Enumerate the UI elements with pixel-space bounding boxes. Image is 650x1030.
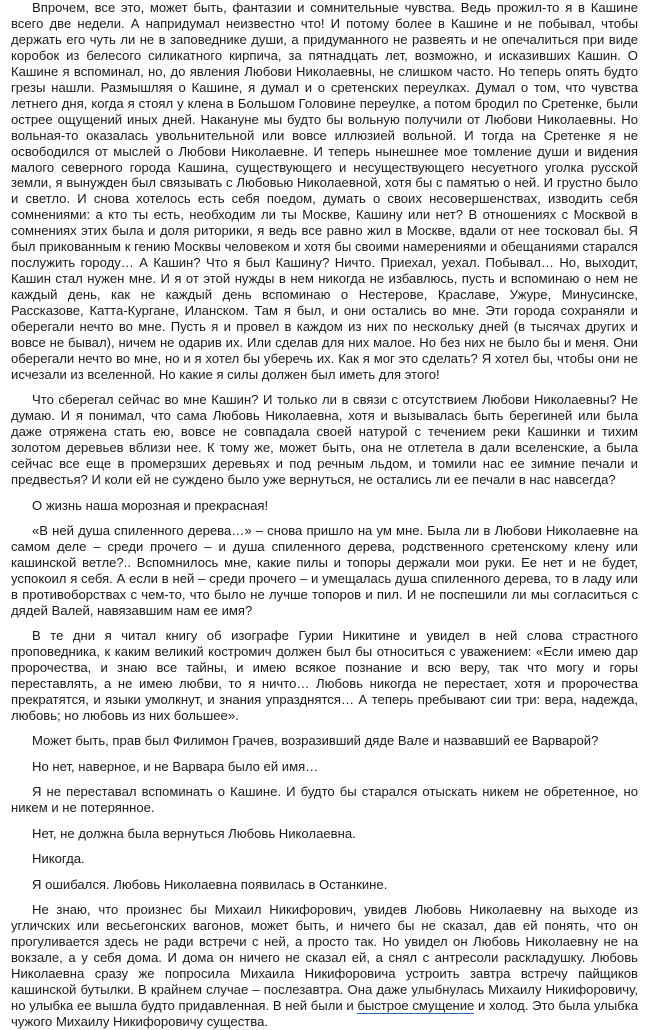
paragraph: О жизнь наша морозная и прекрасная! <box>32 497 269 513</box>
paragraph-text-before-link: Не знаю, что произнес бы Михаил Никифорович, увидев Любовь Николаевну на выходе из угличских или весьегонских вагонов, может быть, и ничего бы не сказал, дав ей понять, что он прогуливается здесь не ради встречи с ней, а просто так. Но увидел он Любовь Николаевну не на вокзале, а у себя дома. И дома он ничего не сказал ей, а снял с антресоли раскладушку. Любовь Николаевна сразу же попросила Михаила Никифоровича устроить завтра встречу пайщиков кашинской бутылки. В крайнем случае – послезавтра. Она даже улыбнулась Михаилу Никифоровичу, но улыбка ее вышла будто придавленная. В ней были и <box>11 902 638 1013</box>
paragraph-text-after-link: и холод. Это была улыбка чужого Михаилу Никифоровичу существа. <box>11 997 638 1029</box>
paragraph: Я не переставал вспоминать о Кашине. И будто бы старался отыскать никем не обретенное, но никем и не потерянное. <box>11 784 638 816</box>
highlighted-phrase-link[interactable]: быстрое смущение <box>357 997 475 1013</box>
paragraph: Может быть, прав был Филимон Грачев, возразивший дяде Вале и назвавший ее Варварой? <box>32 733 599 749</box>
paragraph: В те дни я читал книгу об изографе Гурии Никитине и увидел в ней слова страстного проповедника, к каким великий костромич должен был бы относиться с уважением: «Если имею дар пророчества, и знаю все тайны, и имею всякое познание и всю веру, так что могу и горы переставлять, а не имею любви, то я ничто… Любовь никогда не перестает, хотя и пророчества прекратятся, и языки умолкнут, и знания упразднятся… А теперь пребывают сии три: вера, надежда, любовь; но любовь из них большее». <box>11 628 638 724</box>
paragraph: Никогда. <box>32 851 85 867</box>
paragraph: «В ней душа спиленного дерева…» – снова пришло на ум мне. Была ли в Любови Николаевне на самом деле – среди прочего – и душа спиленного дерева, родственного сретенскому клену или кашинской ветле?.. Вспомнилось мне, какие пилы и топоры держали мои руки. Ее нет и не будет, успокоил я себя. А если в ней – среди прочего – и умещалась душа спиленного дерева, то в ладу или в противоборствах с чем-то, что было не лучше топоров и пил. И не поспешили ли мы согласиться с дядей Валей, навязавшим нам ее имя? <box>11 523 638 618</box>
paragraph: Но нет, наверное, и не Варвара было ей имя… <box>32 758 319 774</box>
last-paragraph <box>11 902 638 1030</box>
paragraph: Нет, не должна была вернуться Любовь Николаевна. <box>32 825 356 841</box>
paragraph: Впрочем, все это, может быть, фантазии и сомнительные чувства. Ведь прожил-то я в Кашине всего две недели. А напридумал неизвестно что! И потому более в Кашине и не побывал, чтобы держать его чуть ли не в заповеднике души, а придуманного не развеять и не опечалиться при виде коробок из белесого силикатного кирпича, за пятнадцать лет, возможно, и исказивших Кашин. О Кашине я вспоминал, но, до явления Любови Николаевны, не слишком часто. Но теперь опять будто грезы нашли. Размышляя о Кашине, я думал и о сретенских переулках. Думал о том, что чувства летнего дня, когда я стоял у клена в Большом Головине переулке, а потом бродил по Сретенке, были острее ощущений иных дней. Накануне мы будто бы вольную получили от Любови Николаевны. Но вольная-то оказалась увольнительной или вовсе иллюзией вольной. И тогда на Сретенке я не освободился от мыслей о Любови Николаевне. И теперь нынешнее мое томление души и видения малого северного города Кашина, существующего и несуществующего несуетного уголка русской земли, я вынужден был связывать с Любовью Николаевной, хотя бы с памятью о ней. И грустно было и светло. И снова хотелось есть себя поедом, думать о своих несовершенствах, изводить себя сомнениями: а кто ты есть, необходим ли ты Москве, Кашину или нет? В отношениях с Москвой в сомнениях этих была и доля риторики, я ведь все равно жил в Москве, вдали от нее тосковал бы. Я был прикованным к гению Москвы человеком и хотя бы своими намерениями и обещаниями старался послужить городу… А Кашин? Что я был Кашину? Ничто. Приехал, уехал. Побывал… Но, выходит, Кашин стал нужен мне. И я от этой нужды в нем никогда не избавлюсь, пусть и вспоминаю о нем не каждый день, как не каждый день вспоминаю о Нестерове, Краславе, Ужуре, Минусинске, Рассказове, Катта-Кургане, Иланском. Там я был, и они остались во мне. Эти города сохраняли и оберегали нечто во мне. Пусть я и провел в каждом из них по нескольку дней (в тысячах других и вовсе не бывал), ничем не одарив их. Или сделав для них малое. Но без них не было бы и меня. Они оберегали нечто во мне, но и я хотел бы уберечь их. Как я мог это сделать? Я хотел бы, чтобы они не исчезали из вселенной. Но какие я силы должен был иметь для этого! <box>11 0 638 382</box>
paragraph: Что сберегал сейчас во мне Кашин? И только ли в связи с отсутствием Любови Николаевны? Не думаю. И я понимал, что сама Любовь Николаевна, хотя и вызывалась быть берегиней или была даже отряжена стать ею, вовсе не совпадала своей натурой с течением реки Кашинки и тихим золотом деревьев вблизи нее. К тому же, может быть, она не отлетела в дали вселенские, а была сейчас все еще в промерзших деревьях и под речным льдом, и томили нас ее зимние печали и предвестья? И коли ей не суждено было уже вернуться, не остались ли ее печали в нас навсегда? <box>11 392 638 488</box>
paragraph: Я ошибался. Любовь Николаевна появилась в Останкине. <box>32 876 388 892</box>
